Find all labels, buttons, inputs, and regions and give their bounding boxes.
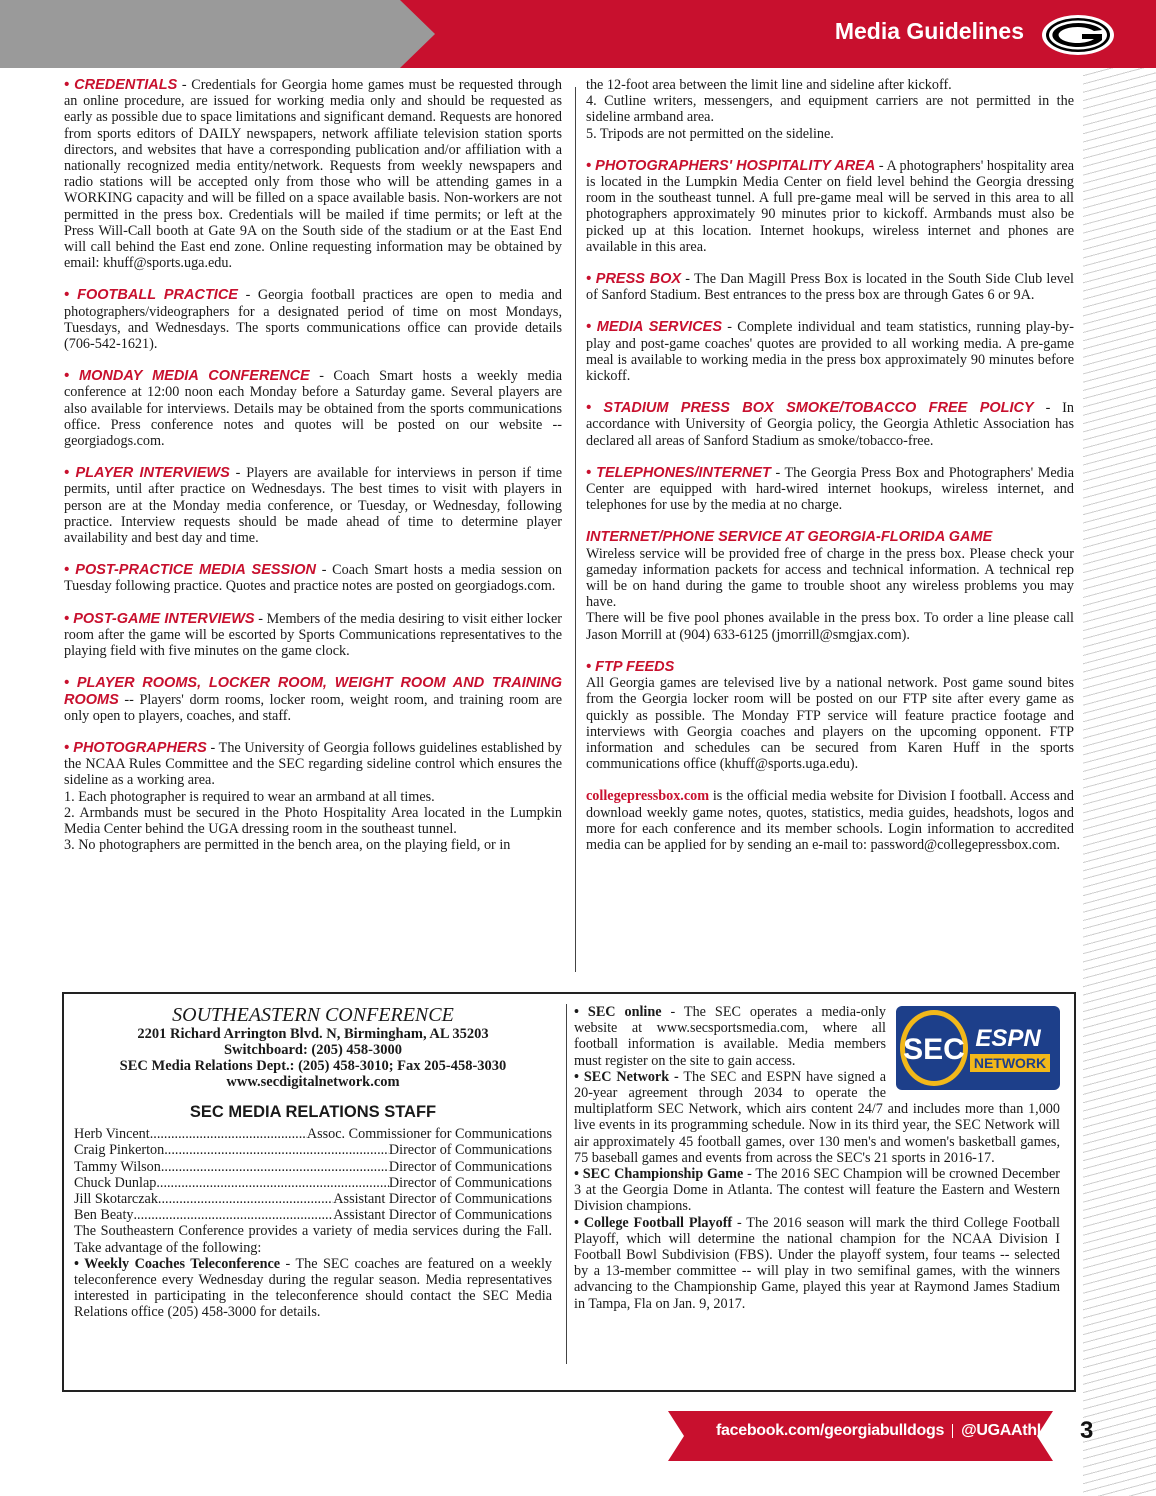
section-heading: • PHOTOGRAPHERS	[64, 739, 207, 756]
section-heading: • FOOTBALL PRACTICE	[64, 287, 238, 304]
sec-service-label: • SEC Network -	[574, 1068, 679, 1085]
staff-row	[74, 1126, 552, 1142]
section-heading: • TELEPHONES/INTERNET	[586, 464, 771, 481]
collegepressbox-link[interactable]: collegepressbox.com	[586, 788, 710, 805]
left-section	[64, 562, 562, 594]
staff-name: Chuck Dunlap	[74, 1174, 157, 1191]
staff-title: Assoc. Commissioner for Communications	[306, 1126, 552, 1143]
staff-heading: SEC MEDIA RELATIONS STAFF	[189, 1103, 437, 1121]
staff-title: Director of Communications	[388, 1174, 552, 1191]
ftp-feeds-text: All Georgia games are televised live by a national network. Post game sound bites from the Georgia locker room will be posted on our FTP site after every game as quickly as possible. The Monday FTP service will feature practice footage and interviews with Georgia coaches and players on the upcoming opponent. FTP information and schedules can be secured from Karen Huff in the sports communications office (khuff@sports.uga.edu).	[586, 675, 1074, 773]
staff-row	[74, 1207, 552, 1223]
network-logo-text: NETWORK	[973, 1055, 1047, 1071]
facebook-link[interactable]: facebook.com/georgiabulldogs	[716, 1422, 945, 1439]
section-heading: • PHOTOGRAPHERS' HOSPITALITY AREA	[586, 157, 876, 174]
section-heading: • POST-PRACTICE MEDIA SESSION	[64, 562, 316, 579]
decorative-stripes	[1083, 68, 1156, 1496]
teleconference-text: - The SEC coaches are featured on a weekly teleconference every Wednesday during the regular season. Media representatives interested in participating in the teleconference should contact the SEC Media Relations office (205) 458-3000 for details.	[74, 1255, 553, 1321]
staff-name: Jill Skotarczak	[74, 1191, 158, 1208]
sec-box-divider	[566, 1004, 567, 1364]
internet-phone-heading: INTERNET/PHONE SERVICE AT GEORGIA-FLORIDA GAME	[586, 529, 993, 546]
sec-service-item	[574, 1166, 1060, 1215]
staff-row	[74, 1191, 552, 1207]
section-text: - Players are available for interviews in person if time permits, until after practice on Wednesdays. The best times to visit with players in person are at the Monday media conference, or Tuesday, or Wednesday, following practice. Interview requests should be made ahead of time to determine player availability and best day and time.	[64, 465, 562, 547]
staff-leader-dots	[156, 1175, 389, 1191]
footer-separator	[952, 1424, 953, 1438]
internet-paragraph-2: There will be five pool phones available in the press box. To order a line please call Jason Morrill at (904) 633-6125 (jmorrill@smgjax.com).	[586, 610, 1074, 643]
conference-switchboard: Switchboard: (205) 458-3000	[223, 1042, 403, 1058]
conference-website[interactable]: www.secdigitalnetwork.com	[226, 1074, 400, 1090]
staff-title: Assistant Director of Communications	[333, 1207, 552, 1224]
conference-address: 2201 Richard Arrington Blvd. N, Birmingham, AL 35203	[137, 1026, 489, 1042]
sec-info-box	[62, 992, 1076, 1392]
staff-row	[74, 1159, 552, 1175]
photographers-continuation	[586, 77, 1074, 142]
sec-service-label: • SEC online	[574, 1004, 662, 1020]
staff-leader-dots	[164, 1142, 389, 1158]
right-section	[586, 400, 1074, 449]
staff-leader-dots	[161, 1159, 389, 1175]
sec-service-text: The SEC and ESPN have signed a 20-year agreement through 2034 to operate the multiplatform SEC Network, which airs content 24/7 and includes more than 1,000 live events in its programming schedule. Now in its third year, the SEC Network will air approximately 45 football games, over 130 men's and women's basketball games, 75 baseball games and events from across the SEC's 21 sports in 2016-17.	[574, 1068, 1060, 1166]
services-intro: The Southeastern Conference provides a variety of media services during the Fall. Take advantage of the following:	[74, 1223, 552, 1256]
section-heading: • MONDAY MEDIA CONFERENCE	[64, 368, 310, 385]
numbered-rule: 4. Cutline writers, messengers, and equipment carriers are not permitted in the sideline armband area.	[586, 93, 1074, 126]
numbered-rule: 1. Each photographer is required to wear an armband at all times.	[64, 788, 435, 805]
sec-service-text: - The 2016 SEC Champion will be crowned December 3 at the Georgia Dome in Atlanta. The contest will feature the Eastern and Western Division champions.	[574, 1166, 1060, 1215]
staff-row	[74, 1142, 552, 1158]
right-section	[586, 158, 1074, 255]
left-section	[64, 77, 562, 271]
sec-espn-network-logo-icon	[896, 1006, 1060, 1090]
staff-title: Assistant Director of Communications	[333, 1191, 552, 1208]
sec-service-item	[574, 1215, 1060, 1312]
page-number: 3	[1080, 1417, 1094, 1444]
staff-row	[74, 1175, 552, 1191]
left-section	[64, 368, 562, 449]
staff-list	[74, 1126, 552, 1223]
staff-name: Ben Beaty	[74, 1207, 134, 1224]
right-section	[586, 465, 1074, 514]
staff-leader-dots	[134, 1207, 334, 1223]
staff-name: Herb Vincent	[74, 1126, 150, 1143]
section-heading: • CREDENTIALS	[64, 77, 178, 93]
staff-leader-dots	[158, 1191, 333, 1207]
left-section	[64, 740, 562, 853]
right-column	[586, 77, 1074, 869]
staff-name: Tammy Wilson	[74, 1158, 161, 1175]
section-text: - Complete individual and team statistics, running play-by-play and post-game coaches' quotes are provided to all working media. A pre-game meal is available to working media in the press box approximately 90 minutes before kickoff.	[586, 319, 1074, 385]
page-title: Media Guidelines	[834, 18, 1024, 44]
sec-service-label: • College Football Playoff	[574, 1214, 733, 1231]
section-text: - The University of Georgia follows guidelines established by the NCAA Rules Committee and the SEC regarding sideline control which ensures the sideline as a working area.	[64, 739, 562, 789]
numbered-rule: 2. Armbands must be secured in the Photo Hospitality Area located in the Lumpkin Media Center behind the UGA dressing room in the southeast tunnel.	[64, 804, 562, 837]
section-text: - In accordance with University of Georgia policy, the Georgia Athletic Association has declared all areas of Sanford Stadium as smoke/tobacco-free.	[586, 400, 1074, 449]
section-heading: • POST-GAME INTERVIEWS	[64, 610, 255, 627]
left-section	[64, 611, 562, 660]
left-section	[64, 465, 562, 546]
section-text: - Georgia football practices are open to media and photographers/videographers for a designated period of time on most Mondays, Tuesdays, and Wednesdays. The sports communications office can provide details (706-542-1621).	[64, 287, 562, 353]
collegepressbox-text: is the official media website for Division I football. Access and download weekly game notes, quotes, statistics, media guides, headshots, logos and more for each conference and its member schools. Login information to accredited media can be applied for by sending an e-mail to: password@collegepressbox.com.	[586, 788, 1074, 853]
sec-service-text: - The 2016 season will mark the third College Football Playoff, which will determine the national champion for the NCAA Division I Football Bowl Subdivision (FBS). Under the playoff system, four teams -- selected by a 13-member committee -- will play in two semifinal games, with the winners advancing to the Championship Game, played this year at Raymond James Stadium in Tampa, Fla on Jan. 9, 2017.	[574, 1214, 1060, 1312]
ftp-feeds-heading: • FTP FEEDS	[586, 658, 675, 675]
sec-contact-panel	[74, 1004, 552, 1321]
section-text: - The Georgia Press Box and Photographers' Media Center are equipped with hard-wired internet hookups, wireless internet, and telephones for use by the media at no charge.	[586, 464, 1074, 514]
footer-social-links	[716, 1422, 1076, 1440]
section-text: - Credentials for Georgia home games must be requested through an online procedure, are issued for working media only and should be requested as early as possible due to space limitations and significant demand. Requests are honored from sports editors of DAILY newspapers, network affiliate television station sports directors, and websites that have a corresponding publication and/or affiliation with a nationally recognized media entity/network. Requests from weekly newspapers and radio stations will be accepted only from those who will be attending games in a WORKING capacity and will be filled on a space available basis. Non-workers are not permitted in the press box. Credentials will be mailed if time permits; or left at the Press Will-Call booth at Gate 9A on the South side of the stadium or at the East End will call behind the East end zone. Online requesting information may be obtained by email: khuff@sports.uga.edu.	[64, 77, 562, 272]
georgia-g-logo-icon	[1040, 13, 1116, 57]
header-grey-tab	[0, 0, 435, 68]
staff-name: Craig Pinkerton	[74, 1142, 165, 1159]
sec-service-text: - The SEC operates a media-only website at www.secsportsmedia.com, where all football information is available. Media members must register on the site to gain access.	[574, 1004, 886, 1069]
numbered-rule: 3. No photographers are permitted in the bench area, on the playing field, or in	[64, 837, 511, 854]
staff-title: Director of Communications	[388, 1158, 552, 1175]
internet-phone-section	[586, 529, 1074, 642]
section-text: -- Players' dorm rooms, locker room, weight room, and training room are only open to players, coaches, and staff.	[64, 691, 562, 724]
right-section	[586, 319, 1074, 384]
collegepressbox-section	[586, 788, 1074, 853]
staff-title: Director of Communications	[388, 1142, 552, 1159]
left-section	[64, 675, 562, 724]
section-heading: • MEDIA SERVICES	[586, 319, 723, 336]
teleconference-item	[74, 1256, 552, 1321]
internet-paragraph-1: Wireless service will be provided free of charge in the press box. Please check your gameday information packets for access and technical information. A technical rep will be on hand during the game to trouble shoot any wireless problems you may have.	[586, 545, 1074, 611]
section-text: - Coach Smart hosts a media session on Tuesday following practice. Quotes and practice notes are posted on georgiadogs.com.	[64, 562, 562, 595]
section-text: - The Dan Magill Press Box is located in the South Side Club level of Sanford Stadium. Best entrances to the press box are through Gates 6 or 9A.	[586, 271, 1074, 304]
conference-media-dept: SEC Media Relations Dept.: (205) 458-3010; Fax 205-458-3030	[119, 1058, 507, 1074]
teleconference-label: • Weekly Coaches Teleconference	[74, 1255, 281, 1272]
section-heading: • PRESS BOX	[586, 271, 682, 288]
section-text: - Coach Smart hosts a weekly media conference at 12:00 noon each Monday before a Saturday game. Several players are also available for interviews. Details may be obtained from the sports communications office. Press conference notes and quotes will be posted on our website -- georgiadogs.com.	[64, 368, 562, 450]
sec-logo-text: SEC	[903, 1033, 965, 1066]
section-text: - Members of the media desiring to visit either locker room after the game will be escorted by Sports Communications representatives to the playing field with five minutes on the game clock.	[64, 610, 562, 660]
espn-logo-text: ESPN	[975, 1025, 1041, 1052]
column-divider	[575, 87, 576, 972]
section-heading: • PLAYER ROOMS, LOCKER ROOM, WEIGHT ROOM AND TRAINING ROOMS	[64, 675, 562, 708]
sec-service-label: • SEC Championship Game	[574, 1166, 744, 1183]
left-column	[64, 77, 562, 869]
numbered-rule: the 12-foot area between the limit line and sideline after kickoff.	[586, 77, 952, 93]
numbered-rule: 5. Tripods are not permitted on the sideline.	[586, 125, 834, 142]
conference-name: SOUTHEASTERN CONFERENCE	[172, 1004, 454, 1026]
left-section	[64, 287, 562, 352]
section-text: - A photographers' hospitality area is located in the Lumpkin Media Center on field level behind the Georgia dressing room in the southeast tunnel. A full pre-game meal will be served in this area to all photographers approximately 90 minutes prior to kickoff. Armbands must also be picked up at this location. Internet hookups, wireless internet and phones are available in this area.	[586, 157, 1074, 255]
section-heading: • PLAYER INTERVIEWS	[64, 465, 230, 482]
twitter-link[interactable]: @UGAAthletics	[961, 1422, 1076, 1439]
staff-leader-dots	[150, 1126, 307, 1142]
ftp-feeds-section	[586, 659, 1074, 772]
sec-services-panel	[574, 1004, 1060, 1312]
section-heading: • STADIUM PRESS BOX SMOKE/TOBACCO FREE POLICY	[586, 400, 1034, 417]
right-section	[586, 271, 1074, 303]
